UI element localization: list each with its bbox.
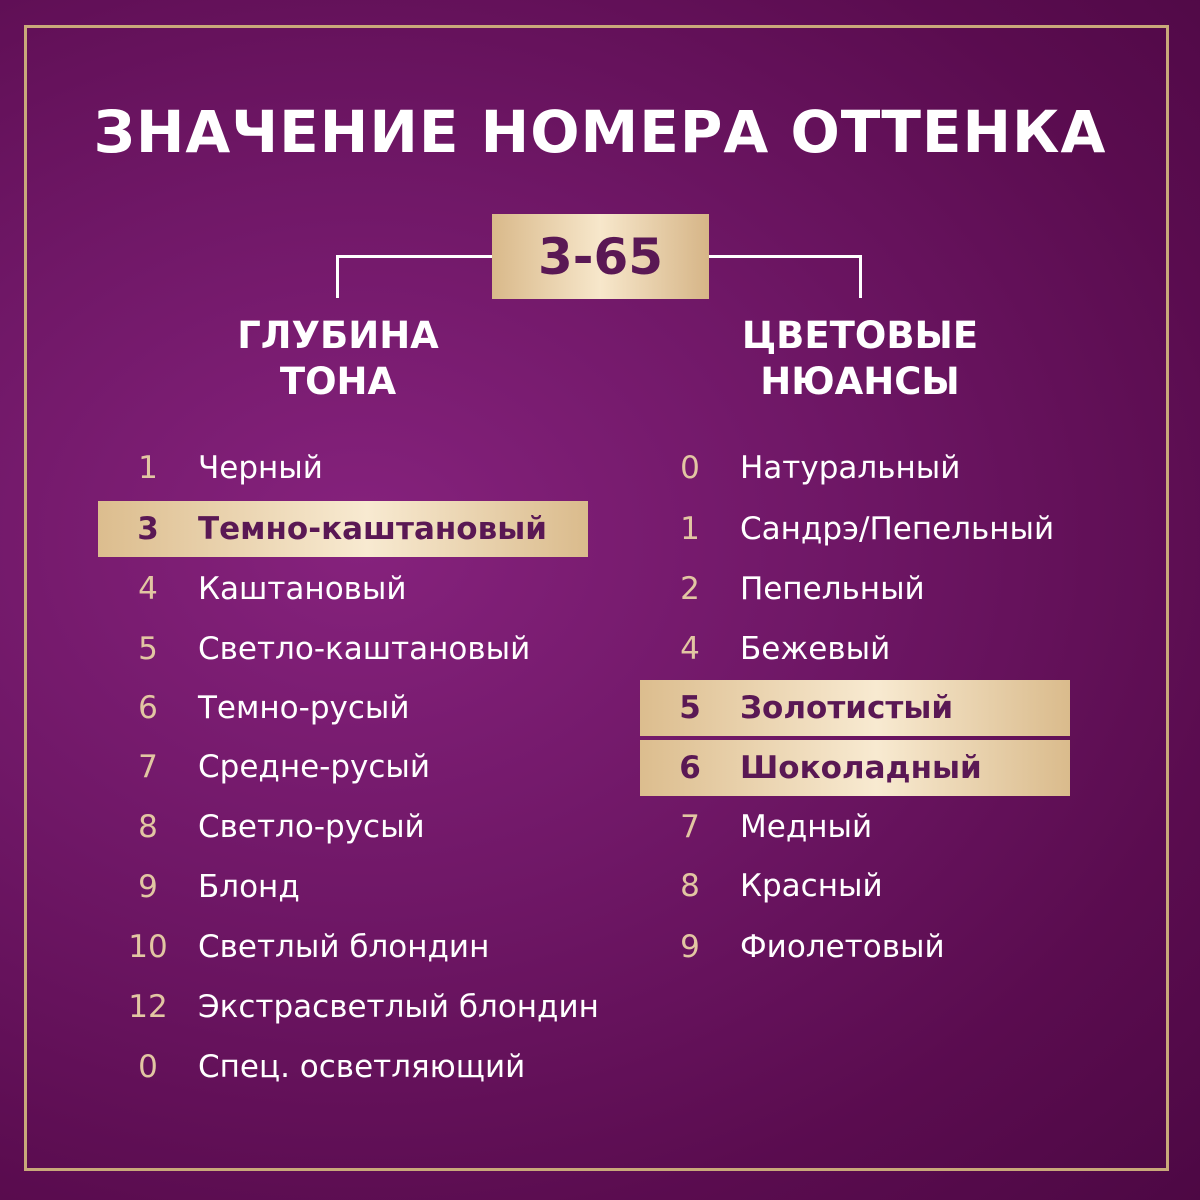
shade-code-badge bbox=[492, 214, 709, 299]
depth-number: 1 bbox=[138, 450, 158, 486]
nuance-number: 9 bbox=[680, 929, 700, 965]
nuance-list-item bbox=[640, 799, 872, 855]
nuance-label: Пепельный bbox=[740, 571, 925, 607]
depth-label: Блонд bbox=[198, 869, 300, 905]
depth-list-item bbox=[98, 561, 407, 617]
depth-list-item bbox=[98, 1039, 525, 1095]
depth-number: 3 bbox=[137, 511, 159, 547]
nuance-number: 6 bbox=[679, 750, 701, 786]
nuance-list-item bbox=[640, 621, 890, 677]
depth-label: Спец. осветляющий bbox=[198, 1049, 526, 1085]
nuance-label: Сандрэ/Пепельный bbox=[740, 511, 1055, 547]
page-title: ЗНАЧЕНИЕ НОМЕРА ОТТЕНКА bbox=[93, 98, 1107, 166]
depth-label: Черный bbox=[198, 450, 323, 486]
nuance-label: Фиолетовый bbox=[740, 929, 945, 965]
depth-heading bbox=[138, 313, 538, 405]
nuance-number: 5 bbox=[679, 690, 701, 726]
nuance-label: Натуральный bbox=[740, 450, 961, 486]
depth-list-item bbox=[98, 919, 489, 975]
left-connector-line bbox=[336, 255, 493, 298]
depth-number: 10 bbox=[128, 929, 168, 965]
depth-number: 12 bbox=[128, 989, 168, 1025]
nuance-list-item bbox=[640, 501, 1054, 557]
nuance-label: Шоколадный bbox=[740, 750, 982, 786]
right-connector-line bbox=[708, 255, 862, 298]
depth-label: Светло-русый bbox=[198, 809, 425, 845]
nuance-list-item bbox=[640, 858, 883, 914]
nuance-list-item bbox=[640, 919, 945, 975]
nuance-heading-line1: ЦВЕТОВЫЕ bbox=[741, 314, 979, 357]
depth-list-item bbox=[98, 621, 530, 677]
depth-number: 8 bbox=[138, 809, 158, 845]
depth-number: 4 bbox=[138, 571, 158, 607]
depth-list-item bbox=[98, 680, 410, 736]
depth-list-item bbox=[98, 739, 430, 795]
nuance-label: Золотистый bbox=[740, 690, 954, 726]
depth-number: 9 bbox=[138, 869, 158, 905]
nuance-number: 0 bbox=[680, 450, 700, 486]
nuance-number: 7 bbox=[680, 809, 700, 845]
nuance-heading bbox=[660, 313, 1060, 405]
shade-code: 3-65 bbox=[537, 227, 664, 286]
depth-list-item bbox=[98, 501, 588, 557]
depth-number: 0 bbox=[138, 1049, 158, 1085]
depth-label: Темно-каштановый bbox=[198, 511, 547, 547]
depth-list-item bbox=[98, 859, 300, 915]
nuance-list-item bbox=[640, 561, 925, 617]
nuance-list-item bbox=[640, 440, 960, 496]
nuance-label: Бежевый bbox=[740, 631, 891, 667]
nuance-label: Красный bbox=[740, 868, 883, 904]
depth-list-item bbox=[98, 440, 323, 496]
depth-label: Темно-русый bbox=[198, 690, 410, 726]
depth-label: Экстрасветлый блондин bbox=[198, 989, 599, 1025]
depth-label: Каштановый bbox=[198, 571, 407, 607]
depth-number: 5 bbox=[138, 631, 158, 667]
depth-label: Средне-русый bbox=[198, 749, 431, 785]
nuance-label: Медный bbox=[740, 809, 873, 845]
depth-list-item bbox=[98, 979, 599, 1035]
nuance-list-item bbox=[640, 740, 1070, 796]
depth-label: Светлый блондин bbox=[198, 929, 490, 965]
nuance-list-item bbox=[640, 680, 1070, 736]
depth-number: 6 bbox=[138, 690, 158, 726]
depth-heading-line2: ТОНА bbox=[279, 360, 397, 403]
nuance-number: 4 bbox=[680, 631, 700, 667]
nuance-number: 8 bbox=[680, 868, 700, 904]
depth-label: Светло-каштановый bbox=[198, 631, 531, 667]
nuance-number: 2 bbox=[680, 571, 700, 607]
depth-number: 7 bbox=[138, 749, 158, 785]
nuance-number: 1 bbox=[680, 511, 700, 547]
depth-list-item bbox=[98, 799, 425, 855]
depth-heading-line1: ГЛУБИНА bbox=[237, 314, 439, 357]
nuance-heading-line2: НЮАНСЫ bbox=[760, 360, 960, 403]
